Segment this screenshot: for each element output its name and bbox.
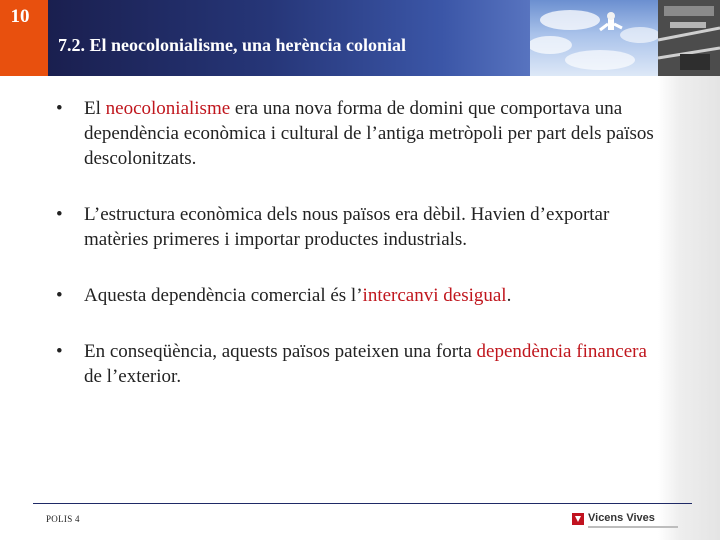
bullet-text-segment: El bbox=[84, 98, 106, 119]
bullet-list bbox=[56, 96, 656, 389]
highlighted-term: dependència financera bbox=[476, 341, 647, 362]
slide-number: 10 bbox=[10, 6, 30, 27]
bullet-text bbox=[84, 285, 511, 306]
footer-divider bbox=[33, 503, 692, 504]
bullet-item bbox=[56, 283, 656, 308]
bullet-dot: • bbox=[56, 204, 63, 225]
logo-text: Vicens Vives bbox=[588, 512, 655, 524]
bullet-item bbox=[56, 96, 656, 171]
right-decorative-strip bbox=[658, 76, 720, 540]
bullet-text-segment: En conseqüència, aquests països pateixen una forta bbox=[84, 341, 477, 362]
bullet-text bbox=[84, 341, 647, 387]
vicens-vives-logo-icon bbox=[572, 513, 584, 525]
bullet-dot: • bbox=[56, 285, 63, 306]
highlighted-term: intercanvi desigual bbox=[362, 285, 507, 306]
bullet-text-segment: L’estructura econòmica dels nous països era dèbil. Havien d’exportar matèries primeres i importar productes industrials. bbox=[84, 204, 610, 250]
bullet-text-segment: . bbox=[506, 285, 512, 306]
slide-title: 7.2. El neocolonialisme, una herència colonial bbox=[58, 35, 407, 55]
bullet-text-segment: de l’exterior. bbox=[84, 366, 182, 387]
earth-space-photo-icon bbox=[530, 0, 720, 76]
footer-series-label: POLIS 4 bbox=[46, 514, 80, 524]
bullet-text-segment: era una nova forma de domini que comportava una dependència econòmica i cultural de l’antiga metròpoli per part dels països descolonitzats. bbox=[84, 98, 654, 169]
bullet-dot: • bbox=[56, 341, 63, 362]
bullet-text bbox=[84, 98, 654, 169]
bullet-text bbox=[84, 204, 609, 250]
slide-header bbox=[0, 0, 720, 76]
logo-tagline-rule bbox=[588, 526, 678, 528]
bullet-text-segment: Aquesta dependència comercial és l’ bbox=[84, 285, 363, 306]
vicens-vives-logo bbox=[572, 510, 682, 534]
bullet-item bbox=[56, 339, 656, 389]
slide-number-box bbox=[0, 0, 48, 76]
bullet-item bbox=[56, 202, 656, 252]
highlighted-term: neocolonialisme bbox=[105, 98, 231, 119]
bullet-dot: • bbox=[56, 98, 63, 119]
